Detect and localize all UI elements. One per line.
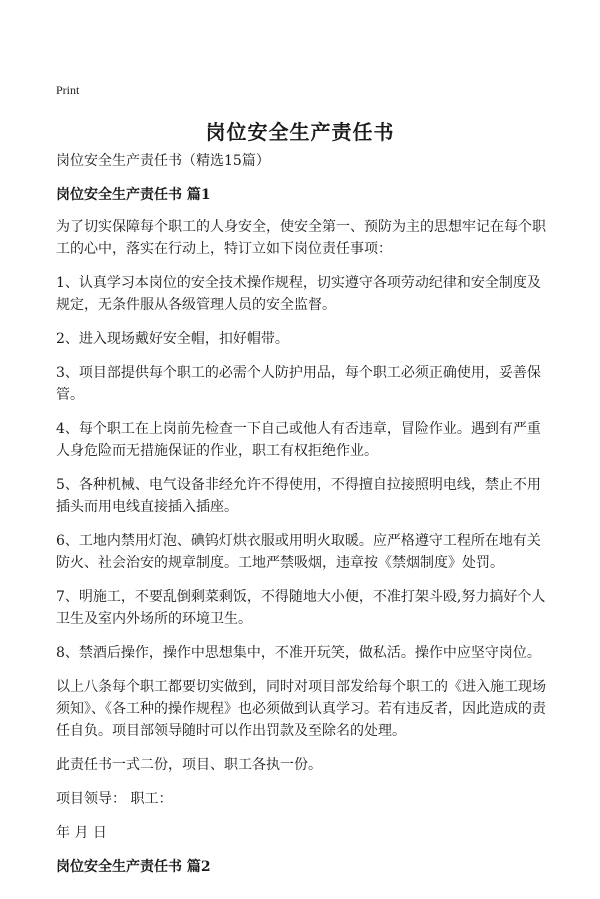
rule-paragraph-3: 3、项目部提供每个职工的必需个人防护用品，每个职工必须正确使用，妥善保管。	[56, 365, 541, 403]
rule-paragraph-4: 4、每个职工在上岗前先检查一下自己或他人有否违章，冒险作业。遇到有严重人身危险而无措施保证的作业，职工有权拒绝作业。	[56, 421, 541, 459]
signature-line: 项目领导： 职工：	[56, 791, 173, 807]
copies-paragraph: 此责任书一式二份，项目、职工各执一份。	[56, 757, 322, 773]
section-heading-2: 岗位安全生产责任书 篇2	[56, 859, 211, 875]
rule-paragraph-8: 8、禁酒后操作，操作中思想集中，不准开玩笑，做私活。操作中应坚守岗位。	[56, 645, 541, 661]
document-subtitle: 岗位安全生产责任书（精选15篇）	[56, 153, 270, 169]
rule-paragraph-6: 6、工地内禁用灯泡、碘钨灯烘衣服或用明火取暖。应严格遵守工程所在地有关防火、社会治安的规章制度。工地严禁吸烟，违章按《禁烟制度》处罚。	[56, 533, 541, 571]
rule-paragraph-1: 1、认真学习本岗位的安全技术操作规程，切实遵守各项劳动纪律和安全制度及规定，无条件服从各级管理人员的安全监督。	[56, 275, 541, 313]
section-heading-1: 岗位安全生产责任书 篇1	[56, 187, 211, 203]
rule-paragraph-2: 2、进入现场戴好安全帽，扣好帽带。	[56, 331, 289, 347]
print-link[interactable]: Print	[56, 83, 80, 97]
page-title: 岗位安全生产责任书	[205, 120, 395, 144]
document-body	[56, 150, 551, 878]
rule-paragraph-7: 7、明施工，不要乱倒剩菜剩饭，不得随地大小便，不准打架斗殴,努力搞好个人卫生及室内外场所的环境卫生。	[56, 589, 546, 627]
rule-paragraph-5: 5、各种机械、电气设备非经允许不得使用，不得擅自拉接照明电线，禁止不用插头而用电线直接插入插座。	[56, 477, 541, 515]
summary-paragraph: 以上八条每个职工都要切实做到，同时对项目部发给每个职工的《进入施工现场须知》、《各工种的操作规程》也必须做到认真学习。若有违反者，因此造成的责任自负。项目部领导随时可以作出罚款及至除名的处理。	[56, 679, 546, 739]
date-line: 年 月 日	[56, 825, 107, 841]
intro-paragraph: 为了切实保障每个职工的人身安全，使安全第一、预防为主的思想牢记在每个职工的心中，落实在行动上，特订立如下岗位责任事项：	[56, 219, 546, 257]
